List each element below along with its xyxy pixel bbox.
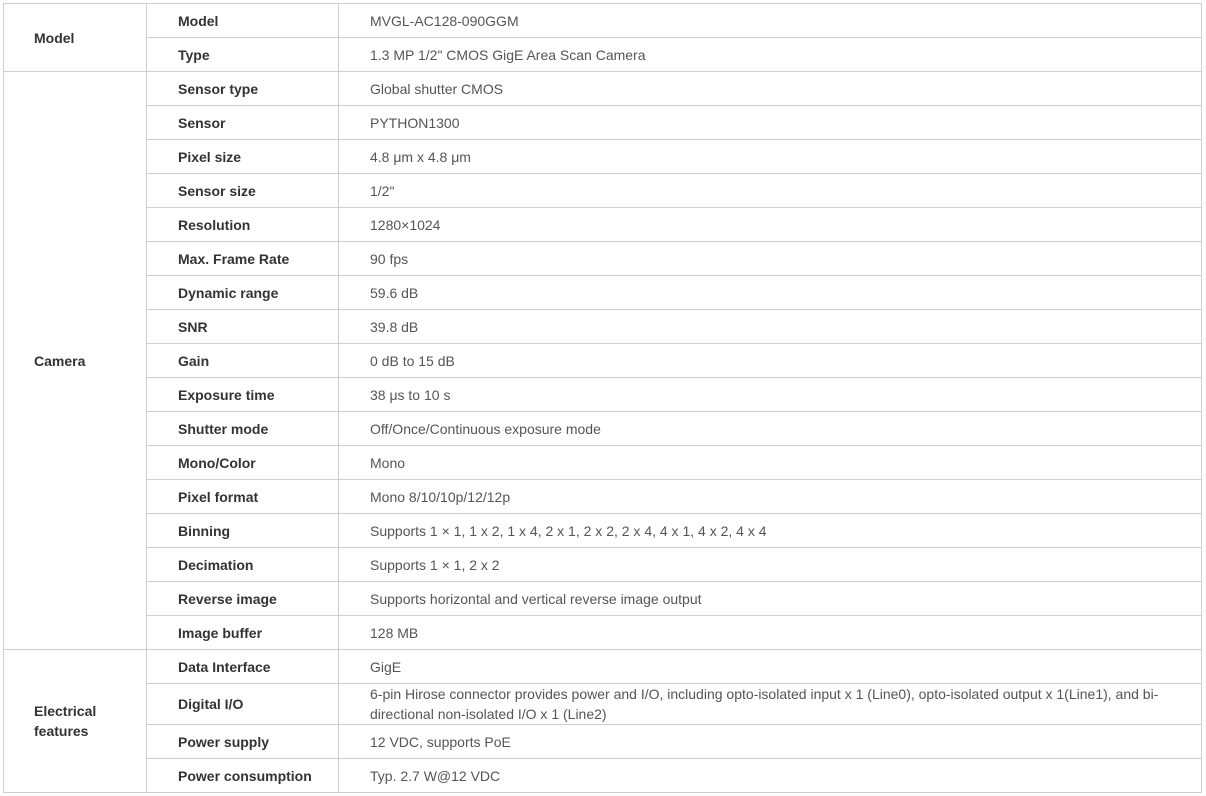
- spec-value: 128 MB: [339, 616, 1202, 650]
- spec-name: Max. Frame Rate: [147, 242, 339, 276]
- spec-value: 12 VDC, supports PoE: [339, 725, 1202, 759]
- table-row: [4, 514, 1202, 548]
- spec-name: Pixel size: [147, 140, 339, 174]
- table-row: [4, 208, 1202, 242]
- spec-value: 4.8 μm x 4.8 μm: [339, 140, 1202, 174]
- spec-value: 90 fps: [339, 242, 1202, 276]
- spec-name: Model: [147, 4, 339, 38]
- spec-name: Decimation: [147, 548, 339, 582]
- table-row: [4, 174, 1202, 208]
- table-row: [4, 310, 1202, 344]
- spec-value: 0 dB to 15 dB: [339, 344, 1202, 378]
- table-row: [4, 72, 1202, 106]
- spec-value: Mono 8/10/10p/12/12p: [339, 480, 1202, 514]
- table-row: [4, 38, 1202, 72]
- spec-name: Shutter mode: [147, 412, 339, 446]
- group-label-camera: Camera: [4, 72, 147, 650]
- table-row: [4, 548, 1202, 582]
- spec-name: Mono/Color: [147, 446, 339, 480]
- spec-value: 59.6 dB: [339, 276, 1202, 310]
- spec-name: Sensor: [147, 106, 339, 140]
- spec-name: Pixel format: [147, 480, 339, 514]
- spec-name: Digital I/O: [147, 684, 339, 725]
- spec-name: Sensor size: [147, 174, 339, 208]
- table-row: [4, 276, 1202, 310]
- spec-value: 1/2": [339, 174, 1202, 208]
- spec-name: Power consumption: [147, 759, 339, 793]
- spec-value: 6-pin Hirose connector provides power and I/O, including opto-isolated input x 1 (Line0), opto-isolated output x 1(Line1), and bi-directional non-isolated I/O x 1 (Line2): [339, 684, 1202, 725]
- spec-name: SNR: [147, 310, 339, 344]
- spec-table: [3, 3, 1202, 793]
- table-row: [4, 106, 1202, 140]
- table-row: [4, 725, 1202, 759]
- spec-value: Mono: [339, 446, 1202, 480]
- group-label-model: Model: [4, 4, 147, 72]
- spec-name: Binning: [147, 514, 339, 548]
- spec-value: Supports horizontal and vertical reverse image output: [339, 582, 1202, 616]
- table-row: [4, 140, 1202, 174]
- table-row: [4, 582, 1202, 616]
- spec-name: Dynamic range: [147, 276, 339, 310]
- spec-value: 39.8 dB: [339, 310, 1202, 344]
- table-row: [4, 684, 1202, 725]
- spec-value: Supports 1 × 1, 1 x 2, 1 x 4, 2 x 1, 2 x 2, 2 x 4, 4 x 1, 4 x 2, 4 x 4: [339, 514, 1202, 548]
- spec-value: Supports 1 × 1, 2 x 2: [339, 548, 1202, 582]
- spec-value: 38 μs to 10 s: [339, 378, 1202, 412]
- spec-name: Reverse image: [147, 582, 339, 616]
- spec-name: Resolution: [147, 208, 339, 242]
- table-row: [4, 4, 1202, 38]
- spec-value: Global shutter CMOS: [339, 72, 1202, 106]
- spec-value: MVGL-AC128-090GGM: [339, 4, 1202, 38]
- spec-value: Typ. 2.7 W@12 VDC: [339, 759, 1202, 793]
- table-row: [4, 344, 1202, 378]
- table-row: [4, 480, 1202, 514]
- table-row: [4, 650, 1202, 684]
- table-row: [4, 412, 1202, 446]
- group-label-electrical-features: Electrical features: [4, 650, 147, 793]
- table-row: [4, 616, 1202, 650]
- table-row: [4, 242, 1202, 276]
- table-row: [4, 378, 1202, 412]
- spec-name: Exposure time: [147, 378, 339, 412]
- spec-value: 1.3 MP 1/2" CMOS GigE Area Scan Camera: [339, 38, 1202, 72]
- table-row: [4, 759, 1202, 793]
- spec-name: Image buffer: [147, 616, 339, 650]
- spec-name: Data Interface: [147, 650, 339, 684]
- spec-value: GigE: [339, 650, 1202, 684]
- spec-value: Off/Once/Continuous exposure mode: [339, 412, 1202, 446]
- spec-name: Gain: [147, 344, 339, 378]
- spec-name: Type: [147, 38, 339, 72]
- spec-value: 1280×1024: [339, 208, 1202, 242]
- spec-value: PYTHON1300: [339, 106, 1202, 140]
- table-row: [4, 446, 1202, 480]
- spec-name: Power supply: [147, 725, 339, 759]
- spec-name: Sensor type: [147, 72, 339, 106]
